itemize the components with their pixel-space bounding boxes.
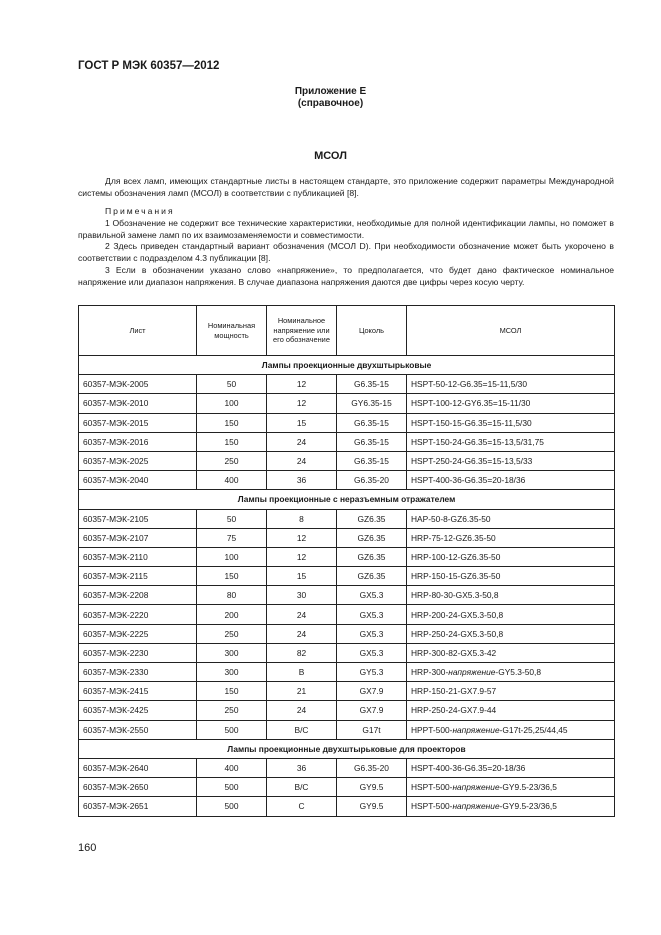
cell-sheet: 60357-МЭК-2230 [79, 643, 197, 662]
cell-ilcos: HRP-300-82-GX5.3-42 [407, 643, 615, 662]
cell-ilcos: HRP-300-напряжение-GY5.3-50,8 [407, 663, 615, 682]
cell-voltage: 12 [267, 375, 337, 394]
cell-sheet: 60357-МЭК-2025 [79, 451, 197, 470]
cell-voltage: 12 [267, 394, 337, 413]
table-row [79, 663, 615, 682]
notes-block [78, 206, 614, 289]
cell-ilcos: HRP-150-21-GX7.9-57 [407, 682, 615, 701]
notes-title: Примечания [105, 206, 175, 216]
cell-cap: G6.35-15 [337, 413, 407, 432]
cell-voltage: 12 [267, 528, 337, 547]
cell-voltage: 21 [267, 682, 337, 701]
appendix-subtitle: (справочное) [297, 98, 364, 109]
column-header-cap: Цоколь [337, 306, 407, 356]
cell-cap: G6.35-15 [337, 375, 407, 394]
table-row [79, 432, 615, 451]
cell-voltage: 36 [267, 471, 337, 490]
table-row [79, 643, 615, 662]
appendix-heading [0, 86, 661, 110]
cell-voltage: B [267, 663, 337, 682]
intro-paragraph: Для всех ламп, имеющих стандартные листы в настоящем стандарте, это приложение содержит параметры Международной системы обозначения ламп (МСОЛ) в соответствии с публикацией [8]. [78, 176, 614, 198]
group-title: Лампы проекционные с неразъемным отражателем [79, 490, 615, 509]
cell-power: 200 [197, 605, 267, 624]
cell-sheet: 60357-МЭК-2115 [79, 567, 197, 586]
column-header-power: Номинальная мощность [197, 306, 267, 356]
cell-cap: GX5.3 [337, 624, 407, 643]
cell-sheet: 60357-МЭК-2110 [79, 547, 197, 566]
cell-voltage: 36 [267, 758, 337, 777]
cell-sheet: 60357-МЭК-2330 [79, 663, 197, 682]
cell-sheet: 60357-МЭК-2550 [79, 720, 197, 739]
cell-cap: GZ6.35 [337, 509, 407, 528]
cell-sheet: 60357-МЭК-2040 [79, 471, 197, 490]
table-row [79, 682, 615, 701]
cell-voltage: 24 [267, 701, 337, 720]
cell-voltage: 30 [267, 586, 337, 605]
cell-power: 150 [197, 432, 267, 451]
cell-voltage: 8 [267, 509, 337, 528]
table-header-row [79, 306, 615, 356]
cell-power: 100 [197, 394, 267, 413]
column-header-ilcos: МСОЛ [407, 306, 615, 356]
cell-cap: GZ6.35 [337, 547, 407, 566]
cell-power: 100 [197, 547, 267, 566]
cell-power: 250 [197, 624, 267, 643]
column-header-voltage: Номинальное напряжение или его обозначение [267, 306, 337, 356]
cell-sheet: 60357-МЭК-2425 [79, 701, 197, 720]
cell-cap: G17t [337, 720, 407, 739]
cell-voltage: C [267, 797, 337, 816]
column-header-sheet: Лист [79, 306, 197, 356]
table-row [79, 797, 615, 816]
table-row [79, 586, 615, 605]
cell-ilcos: HAP-50-8-GZ6.35-50 [407, 509, 615, 528]
table-body [79, 356, 615, 817]
cell-cap: GX7.9 [337, 682, 407, 701]
cell-power: 50 [197, 375, 267, 394]
cell-cap: GY9.5 [337, 797, 407, 816]
cell-power: 400 [197, 471, 267, 490]
cell-voltage: B/C [267, 720, 337, 739]
document-header: ГОСТ Р МЭК 60357—2012 [78, 60, 220, 72]
cell-sheet: 60357-МЭК-2105 [79, 509, 197, 528]
table-row [79, 471, 615, 490]
table-row [79, 701, 615, 720]
cell-ilcos: HSPT-150-15-G6.35=15-11,5/30 [407, 413, 615, 432]
cell-power: 75 [197, 528, 267, 547]
cell-power: 50 [197, 509, 267, 528]
cell-ilcos: HSPT-250-24-G6.35=15-13,5/33 [407, 451, 615, 470]
page-number: 160 [78, 842, 97, 854]
table-row [79, 758, 615, 777]
cell-power: 500 [197, 720, 267, 739]
group-title: Лампы проекционные двухштырьковые для проекторов [79, 739, 615, 758]
table-row [79, 509, 615, 528]
cell-voltage: 82 [267, 643, 337, 662]
cell-sheet: 60357-МЭК-2415 [79, 682, 197, 701]
table-row [79, 778, 615, 797]
cell-ilcos: HSPT-500-напряжение-GY9.5-23/36,5 [407, 797, 615, 816]
cell-voltage: B/C [267, 778, 337, 797]
cell-sheet: 60357-МЭК-2225 [79, 624, 197, 643]
cell-cap: G6.35-20 [337, 471, 407, 490]
table-row [79, 547, 615, 566]
table-group-row [79, 739, 615, 758]
cell-voltage: 24 [267, 624, 337, 643]
table-group-row [79, 490, 615, 509]
cell-sheet: 60357-МЭК-2220 [79, 605, 197, 624]
cell-power: 400 [197, 758, 267, 777]
cell-sheet: 60357-МЭК-2640 [79, 758, 197, 777]
cell-power: 150 [197, 567, 267, 586]
cell-cap: G6.35-15 [337, 451, 407, 470]
group-title: Лампы проекционные двухштырьковые [79, 356, 615, 375]
cell-ilcos: HRP-250-24-GX7.9-44 [407, 701, 615, 720]
cell-ilcos: HSPT-400-36-G6.35=20-18/36 [407, 471, 615, 490]
table-group-row [79, 356, 615, 375]
note-item: 3 Если в обозначении указано слово «напряжение», то предполагается, что будет дано фактическое номинальное напряжение или диапазон напряжения. В случае диапазона напряжения даются две цифры через косую черту. [78, 264, 614, 287]
cell-cap: GX5.3 [337, 605, 407, 624]
cell-ilcos: HSPT-100-12-GY6.35=15-11/30 [407, 394, 615, 413]
table-row [79, 451, 615, 470]
cell-cap: GY9.5 [337, 778, 407, 797]
ilcos-table [78, 305, 615, 817]
cell-ilcos: HRP-100-12-GZ6.35-50 [407, 547, 615, 566]
cell-power: 250 [197, 451, 267, 470]
cell-sheet: 60357-МЭК-2005 [79, 375, 197, 394]
appendix-title: Приложение Е [294, 86, 367, 97]
note-item: 2 Здесь приведен стандартный вариант обозначения (МСОЛ D). При необходимости обозначение может быть укорочено в соответствии с подразделом 4.3 публикации [8]. [78, 241, 614, 264]
cell-cap: GZ6.35 [337, 567, 407, 586]
cell-ilcos: HSPT-50-12-G6.35=15-11,5/30 [407, 375, 615, 394]
cell-ilcos: HRP-200-24-GX5.3-50,8 [407, 605, 615, 624]
cell-power: 300 [197, 663, 267, 682]
cell-ilcos: HSPT-150-24-G6.35=15-13,5/31,75 [407, 432, 615, 451]
cell-sheet: 60357-МЭК-2107 [79, 528, 197, 547]
cell-voltage: 15 [267, 413, 337, 432]
cell-power: 150 [197, 682, 267, 701]
cell-voltage: 12 [267, 547, 337, 566]
cell-cap: GX5.3 [337, 586, 407, 605]
cell-sheet: 60357-МЭК-2010 [79, 394, 197, 413]
table-row [79, 413, 615, 432]
table-row [79, 624, 615, 643]
cell-ilcos: HRP-75-12-GZ6.35-50 [407, 528, 615, 547]
cell-ilcos: HSPT-400-36-G6.35=20-18/36 [407, 758, 615, 777]
cell-power: 300 [197, 643, 267, 662]
table-row [79, 720, 615, 739]
cell-ilcos: HRP-150-15-GZ6.35-50 [407, 567, 615, 586]
cell-cap: G6.35-20 [337, 758, 407, 777]
cell-power: 80 [197, 586, 267, 605]
cell-power: 500 [197, 797, 267, 816]
cell-ilcos: HRP-250-24-GX5.3-50,8 [407, 624, 615, 643]
cell-ilcos: HRP-80-30-GX5.3-50,8 [407, 586, 615, 605]
cell-cap: G6.35-15 [337, 432, 407, 451]
cell-voltage: 24 [267, 451, 337, 470]
table-row [79, 605, 615, 624]
cell-power: 500 [197, 778, 267, 797]
cell-cap: GY6.35-15 [337, 394, 407, 413]
cell-ilcos: HSPT-500-напряжение-GY9.5-23/36,5 [407, 778, 615, 797]
cell-power: 150 [197, 413, 267, 432]
cell-sheet: 60357-МЭК-2208 [79, 586, 197, 605]
cell-voltage: 15 [267, 567, 337, 586]
cell-cap: GX5.3 [337, 643, 407, 662]
cell-sheet: 60357-МЭК-2651 [79, 797, 197, 816]
cell-cap: GX7.9 [337, 701, 407, 720]
section-title: МСОЛ [314, 150, 347, 162]
table-row [79, 375, 615, 394]
cell-power: 250 [197, 701, 267, 720]
cell-sheet: 60357-МЭК-2650 [79, 778, 197, 797]
cell-cap: GY5.3 [337, 663, 407, 682]
table-row [79, 528, 615, 547]
cell-voltage: 24 [267, 432, 337, 451]
cell-cap: GZ6.35 [337, 528, 407, 547]
cell-sheet: 60357-МЭК-2016 [79, 432, 197, 451]
cell-ilcos: HPPT-500-напряжение-G17t-25,25/44,45 [407, 720, 615, 739]
table-row [79, 394, 615, 413]
table-row [79, 567, 615, 586]
cell-sheet: 60357-МЭК-2015 [79, 413, 197, 432]
cell-voltage: 24 [267, 605, 337, 624]
note-item: 1 Обозначение не содержит все технические характеристики, необходимые для полной идентификации лампы, но поможет в правильной замене ламп по их взаимозаменяемости и совместимости. [78, 217, 614, 240]
